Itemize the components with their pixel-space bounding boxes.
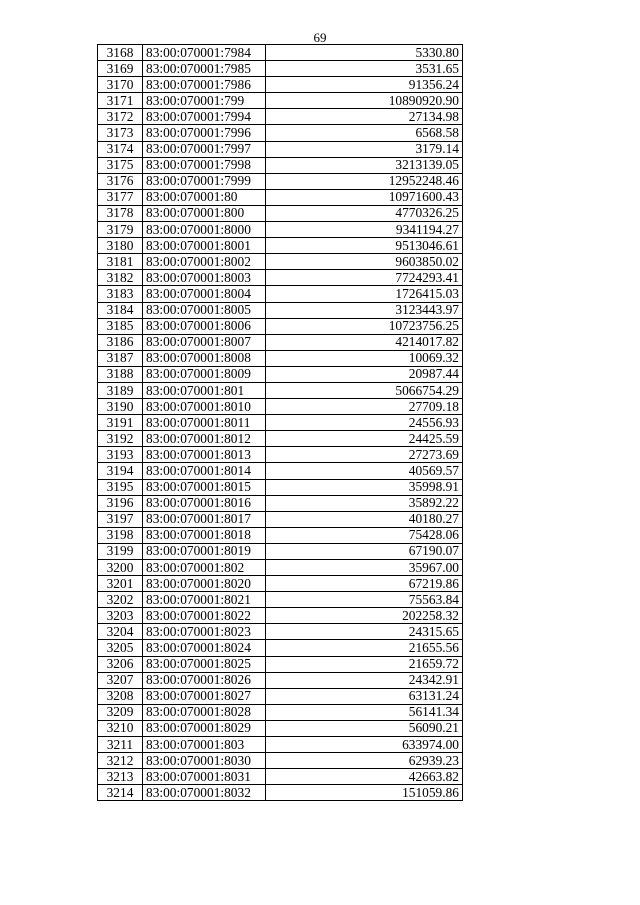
cadastral-value-cell: 3123443.97 [266, 302, 463, 318]
table-row [98, 688, 463, 704]
cadastral-value-cell: 56090.21 [266, 720, 463, 736]
table-row [98, 399, 463, 415]
cadastral-number-cell: 83:00:070001:8009 [143, 366, 266, 382]
row-number-cell: 3209 [98, 704, 143, 720]
cadastral-number-cell: 83:00:070001:8008 [143, 350, 266, 366]
row-number-cell: 3202 [98, 592, 143, 608]
row-number-cell: 3181 [98, 254, 143, 270]
cadastral-value-cell: 35998.91 [266, 479, 463, 495]
table-row [98, 624, 463, 640]
row-number-cell: 3170 [98, 77, 143, 93]
row-number-cell: 3189 [98, 382, 143, 398]
row-number-cell: 3169 [98, 61, 143, 77]
cadastral-value-cell: 75563.84 [266, 592, 463, 608]
table-row [98, 415, 463, 431]
cadastral-value-cell: 27134.98 [266, 109, 463, 125]
cadastral-number-cell: 83:00:070001:802 [143, 560, 266, 576]
cadastral-number-cell: 83:00:070001:8029 [143, 720, 266, 736]
cadastral-number-cell: 83:00:070001:8014 [143, 463, 266, 479]
table-row [98, 222, 463, 238]
cadastral-value-cell: 75428.06 [266, 527, 463, 543]
cadastral-value-cell: 21655.56 [266, 640, 463, 656]
table-row [98, 366, 463, 382]
row-number-cell: 3213 [98, 769, 143, 785]
cadastral-number-cell: 83:00:070001:7996 [143, 125, 266, 141]
table-row [98, 141, 463, 157]
cadastral-number-cell: 83:00:070001:799 [143, 93, 266, 109]
cadastral-number-cell: 83:00:070001:7984 [143, 45, 266, 61]
cadastral-number-cell: 83:00:070001:8024 [143, 640, 266, 656]
table-row [98, 640, 463, 656]
row-number-cell: 3173 [98, 125, 143, 141]
page-number: 69 [313, 30, 327, 45]
row-number-cell: 3208 [98, 688, 143, 704]
row-number-cell: 3196 [98, 495, 143, 511]
cadastral-number-cell: 83:00:070001:800 [143, 205, 266, 221]
table-row [98, 704, 463, 720]
table-row [98, 720, 463, 736]
table-row [98, 286, 463, 302]
row-number-cell: 3205 [98, 640, 143, 656]
cadastral-number-cell: 83:00:070001:8018 [143, 527, 266, 543]
row-number-cell: 3172 [98, 109, 143, 125]
table-row [98, 109, 463, 125]
cadastral-number-cell: 83:00:070001:8010 [143, 399, 266, 415]
cadastral-value-cell: 27273.69 [266, 447, 463, 463]
table-row [98, 173, 463, 189]
cadastral-value-cell: 10890920.90 [266, 93, 463, 109]
table-row [98, 302, 463, 318]
row-number-cell: 3203 [98, 608, 143, 624]
table-row [98, 270, 463, 286]
cadastral-value-cell: 35892.22 [266, 495, 463, 511]
row-number-cell: 3184 [98, 302, 143, 318]
row-number-cell: 3183 [98, 286, 143, 302]
table-row [98, 318, 463, 334]
cadastral-value-cell: 40180.27 [266, 511, 463, 527]
cadastral-number-cell: 83:00:070001:80 [143, 189, 266, 205]
cadastral-value-cell: 35967.00 [266, 560, 463, 576]
row-number-cell: 3168 [98, 45, 143, 61]
cadastral-number-cell: 83:00:070001:8031 [143, 769, 266, 785]
row-number-cell: 3175 [98, 157, 143, 173]
cadastral-number-cell: 83:00:070001:8030 [143, 753, 266, 769]
cadastral-number-cell: 83:00:070001:8022 [143, 608, 266, 624]
row-number-cell: 3197 [98, 511, 143, 527]
row-number-cell: 3206 [98, 656, 143, 672]
table-row [98, 254, 463, 270]
cadastral-number-cell: 83:00:070001:8005 [143, 302, 266, 318]
table-row [98, 93, 463, 109]
row-number-cell: 3200 [98, 560, 143, 576]
cadastral-number-cell: 83:00:070001:8027 [143, 688, 266, 704]
cadastral-value-cell: 42663.82 [266, 769, 463, 785]
cadastral-value-cell: 67219.86 [266, 576, 463, 592]
cadastral-number-cell: 83:00:070001:8004 [143, 286, 266, 302]
row-number-cell: 3210 [98, 720, 143, 736]
cadastral-number-cell: 83:00:070001:8020 [143, 576, 266, 592]
cadastral-value-cell: 4770326.25 [266, 205, 463, 221]
row-number-cell: 3199 [98, 543, 143, 559]
row-number-cell: 3171 [98, 93, 143, 109]
row-number-cell: 3186 [98, 334, 143, 350]
row-number-cell: 3191 [98, 415, 143, 431]
row-number-cell: 3195 [98, 479, 143, 495]
row-number-cell: 3211 [98, 737, 143, 753]
cadastral-value-cell: 56141.34 [266, 704, 463, 720]
cadastral-number-cell: 83:00:070001:8026 [143, 672, 266, 688]
table-row [98, 189, 463, 205]
cadastral-number-cell: 83:00:070001:7985 [143, 61, 266, 77]
cadastral-value-cell: 27709.18 [266, 399, 463, 415]
cadastral-value-cell: 5330.80 [266, 45, 463, 61]
row-number-cell: 3193 [98, 447, 143, 463]
cadastral-value-cell: 3531.65 [266, 61, 463, 77]
table-row [98, 157, 463, 173]
cadastral-number-cell: 83:00:070001:803 [143, 737, 266, 753]
cadastral-value-cell: 63131.24 [266, 688, 463, 704]
table-row [98, 656, 463, 672]
cadastral-value-cell: 9341194.27 [266, 222, 463, 238]
cadastral-number-cell: 83:00:070001:8015 [143, 479, 266, 495]
table-row [98, 382, 463, 398]
row-number-cell: 3180 [98, 238, 143, 254]
table-row [98, 479, 463, 495]
cadastral-number-cell: 83:00:070001:8013 [143, 447, 266, 463]
table-row [98, 511, 463, 527]
cadastral-number-cell: 83:00:070001:8032 [143, 785, 266, 801]
row-number-cell: 3201 [98, 576, 143, 592]
cadastral-number-cell: 83:00:070001:8011 [143, 415, 266, 431]
row-number-cell: 3192 [98, 431, 143, 447]
table-row [98, 61, 463, 77]
table-row [98, 334, 463, 350]
cadastral-value-table [97, 44, 463, 801]
cadastral-value-cell: 1726415.03 [266, 286, 463, 302]
cadastral-number-cell: 83:00:070001:7997 [143, 141, 266, 157]
cadastral-value-cell: 24556.93 [266, 415, 463, 431]
table-row [98, 737, 463, 753]
cadastral-number-cell: 83:00:070001:8006 [143, 318, 266, 334]
table-row [98, 527, 463, 543]
cadastral-value-cell: 91356.24 [266, 77, 463, 93]
row-number-cell: 3179 [98, 222, 143, 238]
table-row [98, 77, 463, 93]
cadastral-value-cell: 202258.32 [266, 608, 463, 624]
table-row [98, 769, 463, 785]
row-number-cell: 3212 [98, 753, 143, 769]
cadastral-value-cell: 24425.59 [266, 431, 463, 447]
table-row [98, 431, 463, 447]
table-body [98, 45, 463, 801]
row-number-cell: 3198 [98, 527, 143, 543]
cadastral-number-cell: 83:00:070001:8001 [143, 238, 266, 254]
cadastral-value-cell: 21659.72 [266, 656, 463, 672]
cadastral-number-cell: 83:00:070001:8021 [143, 592, 266, 608]
table-row [98, 785, 463, 801]
row-number-cell: 3214 [98, 785, 143, 801]
cadastral-number-cell: 83:00:070001:8002 [143, 254, 266, 270]
cadastral-number-cell: 83:00:070001:7986 [143, 77, 266, 93]
row-number-cell: 3176 [98, 173, 143, 189]
table-row [98, 45, 463, 61]
row-number-cell: 3185 [98, 318, 143, 334]
cadastral-value-cell: 633974.00 [266, 737, 463, 753]
table-row [98, 125, 463, 141]
cadastral-number-cell: 83:00:070001:7998 [143, 157, 266, 173]
cadastral-value-cell: 10723756.25 [266, 318, 463, 334]
cadastral-value-cell: 62939.23 [266, 753, 463, 769]
cadastral-value-cell: 40569.57 [266, 463, 463, 479]
row-number-cell: 3190 [98, 399, 143, 415]
cadastral-value-cell: 67190.07 [266, 543, 463, 559]
cadastral-value-cell: 3213139.05 [266, 157, 463, 173]
cadastral-value-cell: 151059.86 [266, 785, 463, 801]
cadastral-value-cell: 24315.65 [266, 624, 463, 640]
table-row [98, 608, 463, 624]
table-row [98, 592, 463, 608]
row-number-cell: 3174 [98, 141, 143, 157]
cadastral-value-cell: 7724293.41 [266, 270, 463, 286]
table-row [98, 543, 463, 559]
row-number-cell: 3188 [98, 366, 143, 382]
cadastral-value-cell: 5066754.29 [266, 382, 463, 398]
cadastral-value-cell: 6568.58 [266, 125, 463, 141]
row-number-cell: 3182 [98, 270, 143, 286]
table-row [98, 463, 463, 479]
row-number-cell: 3178 [98, 205, 143, 221]
row-number-cell: 3194 [98, 463, 143, 479]
cadastral-number-cell: 83:00:070001:8003 [143, 270, 266, 286]
cadastral-value-cell: 4214017.82 [266, 334, 463, 350]
cadastral-number-cell: 83:00:070001:8023 [143, 624, 266, 640]
cadastral-value-cell: 12952248.46 [266, 173, 463, 189]
row-number-cell: 3207 [98, 672, 143, 688]
cadastral-number-cell: 83:00:070001:8028 [143, 704, 266, 720]
cadastral-value-cell: 10069.32 [266, 350, 463, 366]
cadastral-number-cell: 83:00:070001:8017 [143, 511, 266, 527]
table-row [98, 672, 463, 688]
table-row [98, 560, 463, 576]
table-row [98, 495, 463, 511]
cadastral-number-cell: 83:00:070001:7999 [143, 173, 266, 189]
table-row [98, 576, 463, 592]
cadastral-number-cell: 83:00:070001:801 [143, 382, 266, 398]
cadastral-number-cell: 83:00:070001:8012 [143, 431, 266, 447]
cadastral-value-cell: 9513046.61 [266, 238, 463, 254]
table-row [98, 205, 463, 221]
cadastral-number-cell: 83:00:070001:8025 [143, 656, 266, 672]
cadastral-number-cell: 83:00:070001:8019 [143, 543, 266, 559]
cadastral-value-cell: 3179.14 [266, 141, 463, 157]
cadastral-number-cell: 83:00:070001:8007 [143, 334, 266, 350]
cadastral-number-cell: 83:00:070001:8016 [143, 495, 266, 511]
table-row [98, 447, 463, 463]
row-number-cell: 3187 [98, 350, 143, 366]
cadastral-value-cell: 20987.44 [266, 366, 463, 382]
table-row [98, 753, 463, 769]
cadastral-value-cell: 9603850.02 [266, 254, 463, 270]
table-row [98, 350, 463, 366]
cadastral-number-cell: 83:00:070001:8000 [143, 222, 266, 238]
cadastral-value-cell: 10971600.43 [266, 189, 463, 205]
table-row [98, 238, 463, 254]
cadastral-number-cell: 83:00:070001:7994 [143, 109, 266, 125]
cadastral-value-cell: 24342.91 [266, 672, 463, 688]
row-number-cell: 3177 [98, 189, 143, 205]
row-number-cell: 3204 [98, 624, 143, 640]
